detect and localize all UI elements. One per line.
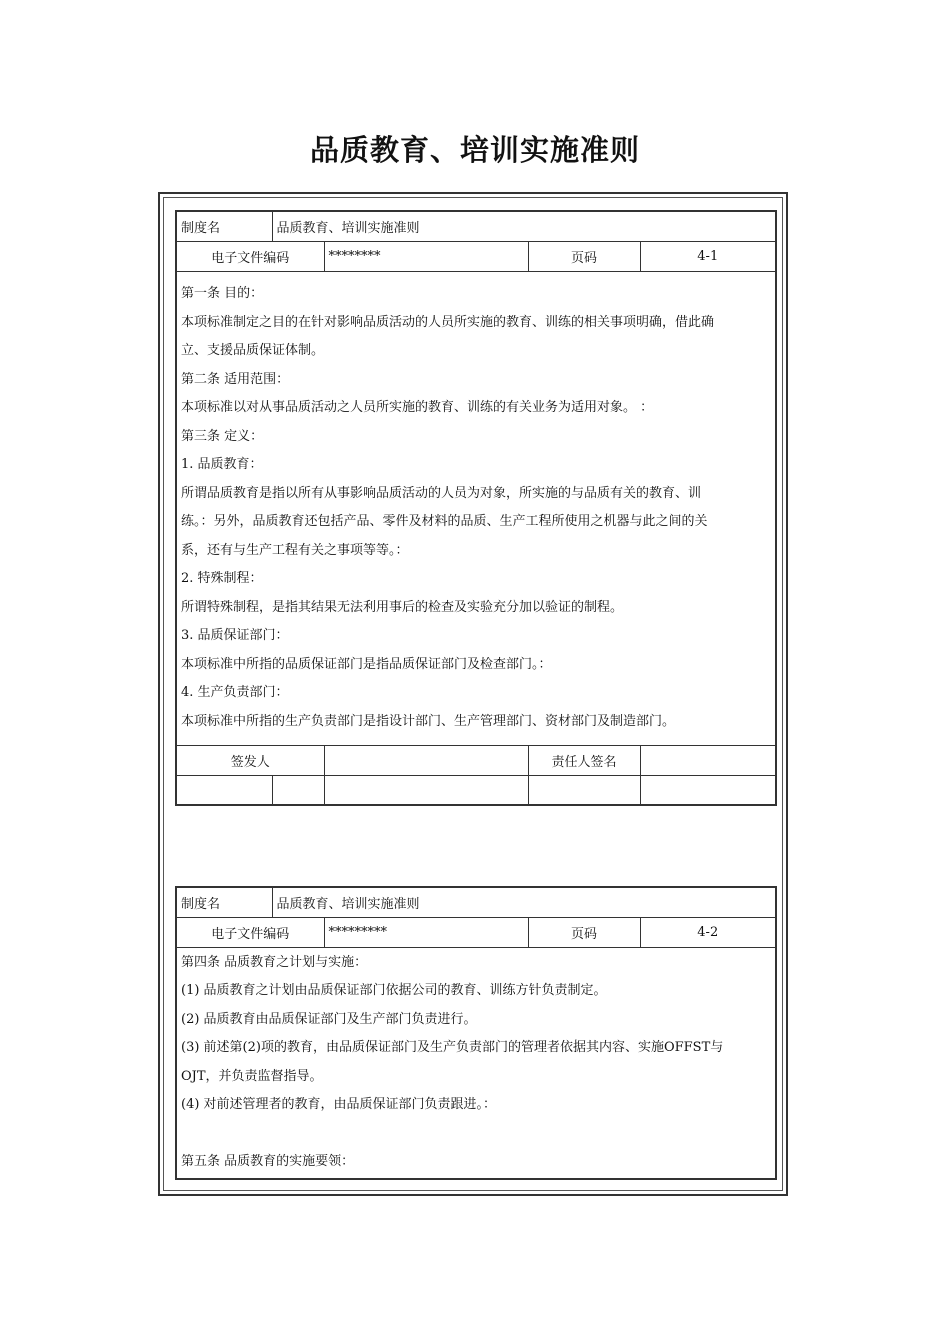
regulation-body	[176, 947, 776, 1179]
signature-cell	[176, 775, 272, 805]
text-line: (1) 品质教育之计划由品质保证部门依据公司的教育、训练方针负责制定。	[181, 983, 607, 999]
signature-cell	[272, 775, 324, 805]
regulation-table-page2	[175, 886, 777, 1180]
text-line: 所谓特殊制程，是指其结果无法利用事后的检查及实验充分加以验证的制程。	[181, 599, 624, 615]
text-line: 2. 特殊制程：	[181, 571, 263, 586]
system-name-value: 品质教育、培训实施准则	[272, 211, 776, 241]
signature-cell	[528, 775, 640, 805]
text-line: 系，还有与生产工程有关之事项等等。：	[181, 542, 409, 558]
page-label: 页码	[528, 241, 640, 271]
page-number: 4-2	[640, 917, 776, 947]
system-name-label: 制度名	[176, 887, 272, 917]
text-line: 本项标准中所指的品质保证部门是指品质保证部门及检查部门。：	[181, 656, 552, 672]
file-code-value: *********	[324, 917, 528, 947]
text-line	[181, 1120, 771, 1149]
regulation-body	[176, 271, 776, 745]
system-name-label: 制度名	[176, 211, 272, 241]
text-line: 3. 品质保证部门：	[181, 628, 289, 643]
text-line: (2) 品质教育由品质保证部门及生产部门负责进行。	[181, 1011, 477, 1027]
text-line: 1. 品质教育：	[181, 457, 263, 472]
responsible-signature-value	[640, 745, 776, 775]
file-code-label: 电子文件编码	[176, 241, 324, 271]
document-title: 品质教育、培训实施准则	[309, 133, 640, 167]
regulation-table-page1	[175, 210, 777, 806]
signature-cell	[640, 775, 776, 805]
issuer-label: 签发人	[176, 745, 324, 775]
page-number: 4-1	[640, 241, 776, 271]
text-line: 所谓品质教育是指以所有从事影响品质活动的人员为对象，所实施的与品质有关的教育、训	[181, 485, 702, 501]
text-line: 练。：另外，品质教育还包括产品、零件及材料的品质、生产工程所使用之机器与此之间的关	[181, 514, 708, 529]
text-line: 立、支援品质保证体制。	[181, 343, 325, 358]
text-line: 第五条 品质教育的实施要领：	[181, 1154, 355, 1170]
text-line: 本项标准制定之目的在针对影响品质活动的人员所实施的教育、训练的相关事项明确，借此确	[181, 314, 715, 330]
text-line: 4. 生产负责部门：	[181, 685, 289, 700]
text-line: 第四条 品质教育之计划与实施：	[181, 954, 368, 970]
text-line: 本项标准中所指的生产负责部门是指设计部门、生产管理部门、资材部门及制造部门。	[181, 713, 676, 729]
issuer-value	[324, 745, 528, 775]
file-code-value: ********	[324, 241, 528, 271]
text-line: 第三条 定义：	[181, 428, 264, 444]
page-label: 页码	[528, 917, 640, 947]
text-line: 第二条 适用范围：	[181, 371, 290, 387]
text-line: 本项标准以对从事品质活动之人员所实施的教育、训练的有关业务为适用对象。 ：	[181, 400, 654, 415]
system-name-value: 品质教育、培训实施准则	[272, 887, 776, 917]
file-code-label: 电子文件编码	[176, 917, 324, 947]
responsible-signature-label: 责任人签名	[528, 745, 640, 775]
text-line: (4) 对前述管理者的教育，由品质保证部门负责跟进。：	[181, 1097, 497, 1113]
text-line: 第一条 目的：	[181, 286, 264, 301]
text-line: OJT，并负责监督指导。	[181, 1068, 323, 1084]
text-line: (3) 前述第(2)项的教育，由品质保证部门及生产负责部门的管理者依据其内容、实施OFFST与	[181, 1040, 724, 1056]
signature-cell	[324, 775, 528, 805]
